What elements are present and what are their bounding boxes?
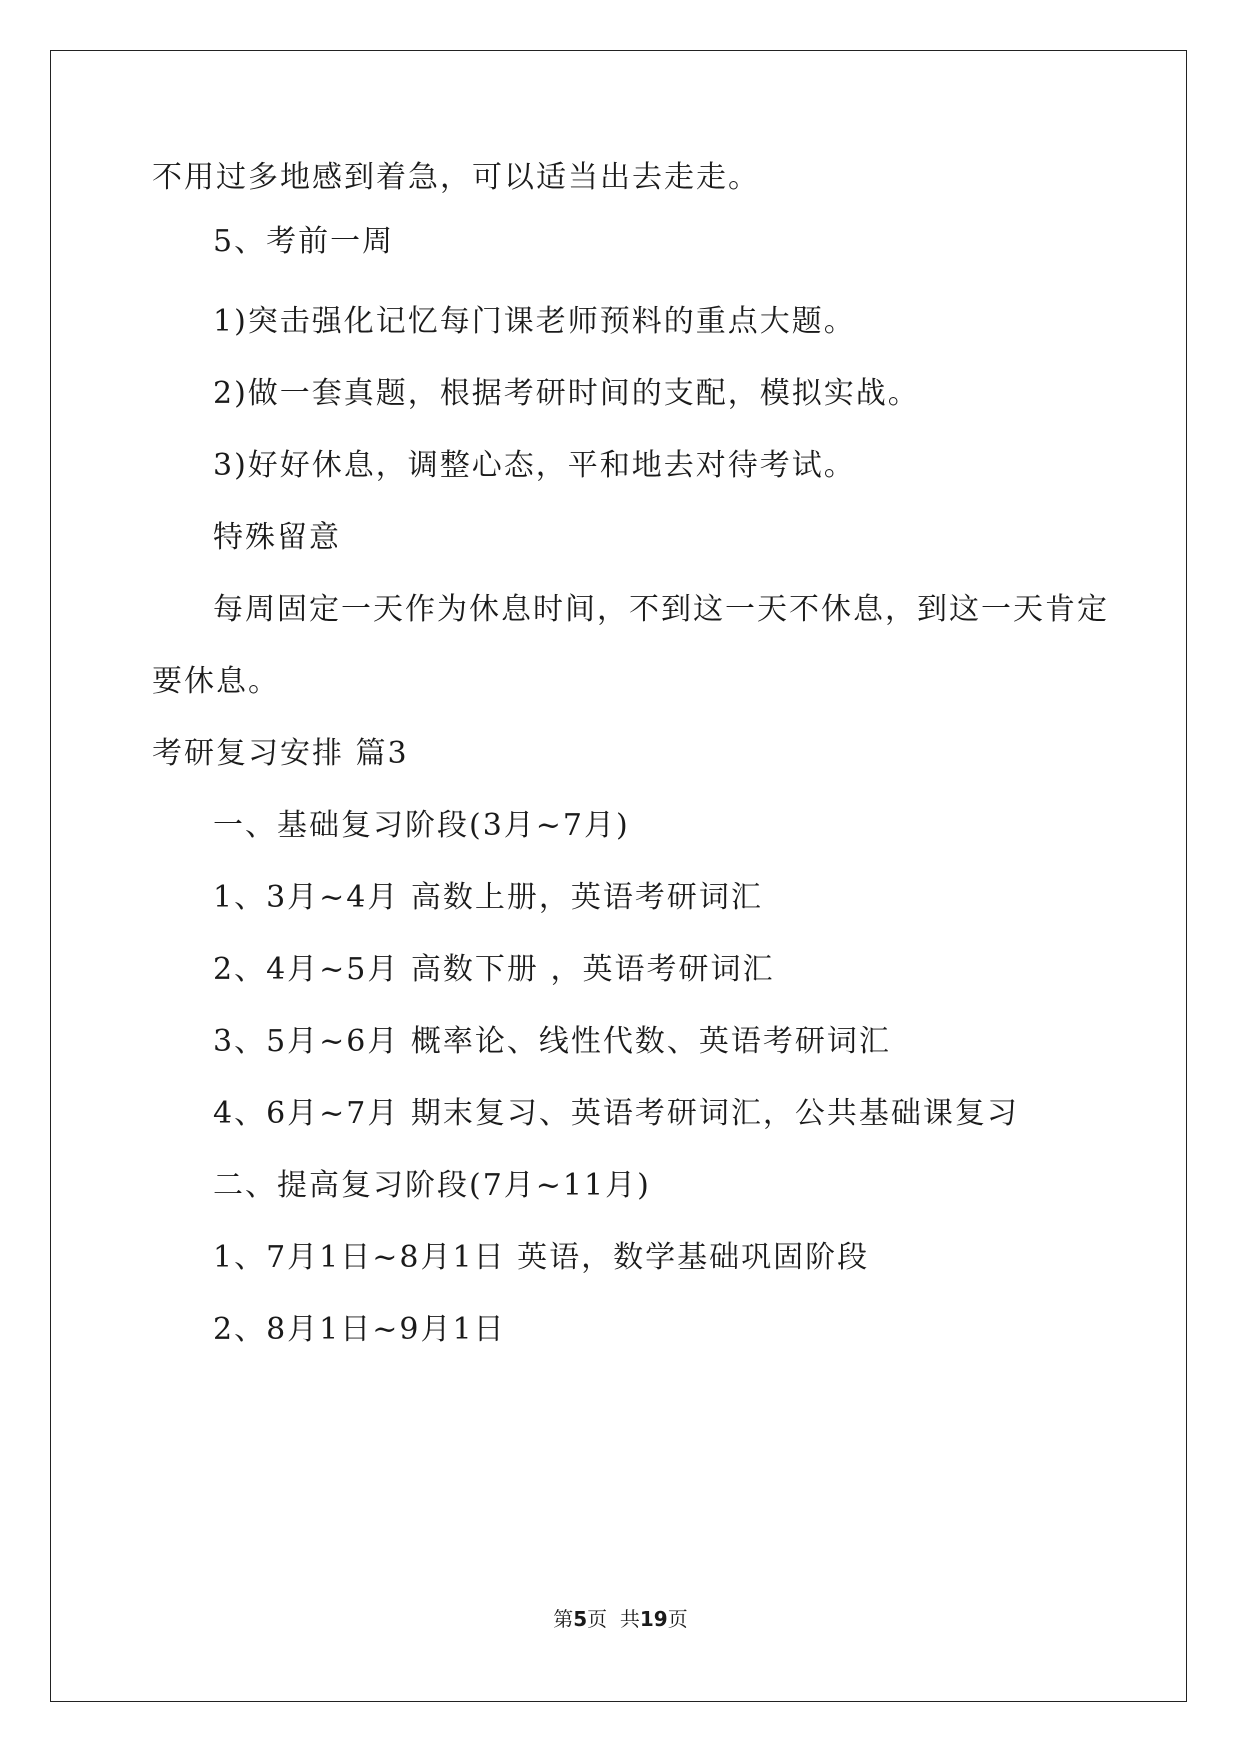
footer-suffix: 页 [667,1607,688,1631]
body-line-17: 2、8月1日~9月1日 [213,1312,506,1347]
body-line-7: 每周固定一天作为休息时间，不到这一天不休息，到这一天肯定 [213,592,1109,627]
section-heading-exam-week: 5、考前一周 [213,224,395,259]
footer-mid: 页 共 [587,1607,640,1631]
stage-heading-2: 二、提高复习阶段(7月~11月) [213,1168,651,1203]
body-line-11: 1、3月~4月 高数上册，英语考研词汇 [213,880,763,915]
body-line-1: 不用过多地感到着急，可以适当出去走走。 [152,160,760,195]
page-frame [50,50,1187,1702]
body-line-14: 4、6月~7月 期末复习、英语考研词汇，公共基础课复习 [213,1096,1019,1131]
body-line-13: 3、5月~6月 概率论、线性代数、英语考研词汇 [213,1024,891,1059]
article-heading: 考研复习安排 篇3 [152,736,409,771]
body-line-8: 要休息。 [152,664,280,699]
footer-total-pages: 19 [639,1607,668,1631]
body-line-4: 2)做一套真题，根据考研时间的支配，模拟实战。 [213,376,920,411]
body-line-3: 1)突击强化记忆每门课老师预料的重点大题。 [213,304,856,339]
body-line-16: 1、7月1日~8月1日 英语，数学基础巩固阶段 [213,1240,870,1275]
footer-prefix: 第 [553,1607,574,1631]
stage-heading-1: 一、基础复习阶段(3月~7月) [213,808,630,843]
page-footer [0,1607,1241,1631]
footer-page-number: 5 [573,1607,588,1631]
body-line-5: 3)好好休息，调整心态，平和地去对待考试。 [213,448,856,483]
body-line-12: 2、4月~5月 高数下册 ，英语考研词汇 [213,952,775,987]
section-heading-special-note: 特殊留意 [213,520,341,555]
